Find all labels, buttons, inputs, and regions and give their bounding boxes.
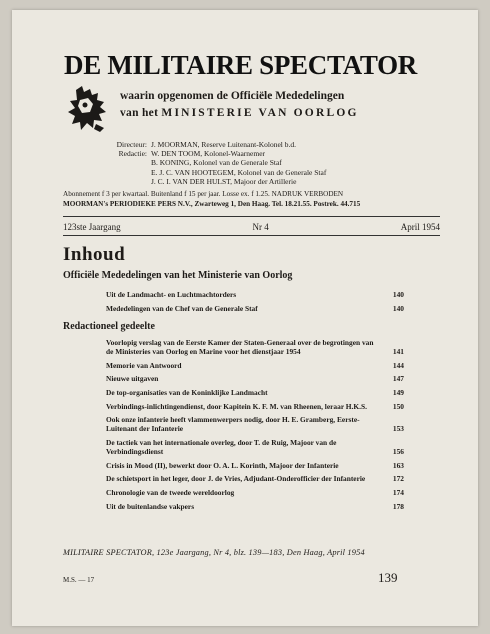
section-heading: Officiële Mededelingen van het Ministerie van Oorlog [63,270,293,281]
toc-entry-text: De tactiek van het internationale overleg, door T. de Ruig, Majoor van de Verbindingsdienst [106,437,337,457]
page-number: 139 [378,570,398,585]
divider-top [63,216,440,217]
staff-row [92,140,432,149]
ministry-name: MINISTERIE VAN OORLOG [161,107,359,119]
staff-name: E. J. C. VAN HOOTEGEM, Kolonel van de Generale Staf [151,167,327,177]
toc-entry-text: De top-organisaties van de Koninklijke Landmacht [106,387,268,397]
toc-entry-page: 172 [392,474,404,484]
journal-subtitle [120,88,440,122]
toc-entry-text: Nieuwe uitgaven [106,374,159,384]
toc-entry-text: Chronologie van de tweede wereldoorlog [106,487,235,497]
toc-entry-text: De schietsport in het leger, door J. de Vries, Adjudant-Onderofficier der Infanterie [106,474,366,484]
toc-entry [106,502,404,511]
staff-name: B. KONING, Kolonel van de Generale Staf [151,158,282,168]
toc-entry [106,374,404,383]
publication-info [63,189,443,209]
toc-entry [106,361,404,370]
subtitle-prefix: van het [120,107,159,119]
staff-name: J. MOORMAN, Reserve Luitenant-Kolonel b.d. [151,140,296,149]
toc-entry-text: Uit de Landmacht- en Luchtmachtorders [106,290,237,299]
subtitle-line-2 [120,105,440,122]
staff-list [92,140,432,186]
subscription-line: Abonnement f 3 per kwartaal. Buitenland f 15 per jaar. Losse ex. f 1.25. NADRUK VERBODEN [63,190,344,198]
divider-bottom [63,235,440,236]
issue-jaargang: 123ste Jaargang [63,222,121,232]
toc-entry-text: Crisis in Mood (II), bewerkt door O. A. L. Korinth, Majoor der Infanterie [106,460,339,470]
ms-code: M.S. — 17 [63,576,95,584]
toc-section-official [106,290,404,317]
lion-emblem-icon [66,84,112,134]
staff-name: J. C. I. VAN DER HULST, Majoor der Artillerie [151,176,297,186]
toc-entry-text: Ook onze infanterie heeft vlammenwerpers nodig, door H. E. Gramberg, Eerste-Luitenant der Infanterie [106,415,360,434]
issue-line [63,222,440,232]
toc-entry-page: 147 [392,374,404,384]
publisher-line: MOORMAN's PERIODIEKE PERS N.V., Zwarteweg 1, Den Haag. Tel. 18.21.55. Postrek. 44.715 [63,200,361,208]
staff-row [92,158,432,167]
toc-entry-page: 140 [392,290,404,299]
toc-entry-page: 163 [392,460,404,470]
issue-date: April 1954 [400,222,440,232]
toc-entry-text: Uit de buitenlandse vakpers [106,501,195,511]
journal-citation: MILITAIRE SPECTATOR, 123e Jaargang, Nr 4, blz. 139—183, Den Haag, April 1954 [63,548,365,557]
toc-entry-page: 149 [392,387,404,397]
toc-entry-page: 174 [392,487,404,497]
toc-entry-page: 140 [392,303,404,313]
toc-entry [106,338,404,356]
toc-entry [106,474,404,483]
toc-entry [106,461,404,470]
toc-entry [106,402,404,411]
staff-role: Redactie: [118,149,147,159]
toc-entry-page: 141 [392,347,404,357]
toc-entry-text: Mededelingen van de Chef van de Generale Staf [106,303,258,313]
staff-role: Directeur: [116,140,147,149]
toc-entry [106,388,404,397]
staff-row [92,149,432,158]
toc-entry [106,304,404,313]
toc-section-editorial [106,338,404,515]
staff-row [92,177,432,186]
subtitle-line-1: waarin opgenomen de Officiële Mededelingen [120,90,345,102]
staff-row [92,168,432,177]
toc-entry-text: Verbindings-inlichtingendienst, door Kapitein K. F. M. van Rheenen, leraar H.K.S. [106,401,367,411]
contents-heading: Inhoud [63,244,126,265]
staff-role [92,158,151,167]
toc-entry-text: Memorie van Antwoord [106,360,182,370]
toc-entry-text: Voorlopig verslag van de Eerste Kamer der Staten-Generaal over de begrotingen van de Ministeries van Oorlog en Marine voor het dienstjaar 1954 [106,338,374,357]
section-heading: Redactioneel gedeelte [63,321,155,332]
staff-role [92,177,151,186]
toc-entry-page: 153 [392,424,404,434]
toc-entry-page: 178 [392,501,404,511]
journal-title: DE MILITAIRE SPECTATOR [64,50,417,80]
toc-entry-page: 156 [392,447,404,457]
toc-entry [106,488,404,497]
staff-name: W. DEN TOOM, Kolonel-Waarnemer [151,149,266,159]
staff-role [92,168,151,177]
toc-entry [106,290,404,299]
toc-entry [106,438,404,456]
toc-entry-page: 144 [392,360,404,370]
toc-entry [106,415,404,433]
issue-number: Nr 4 [252,222,269,232]
toc-entry-page: 150 [392,401,404,411]
